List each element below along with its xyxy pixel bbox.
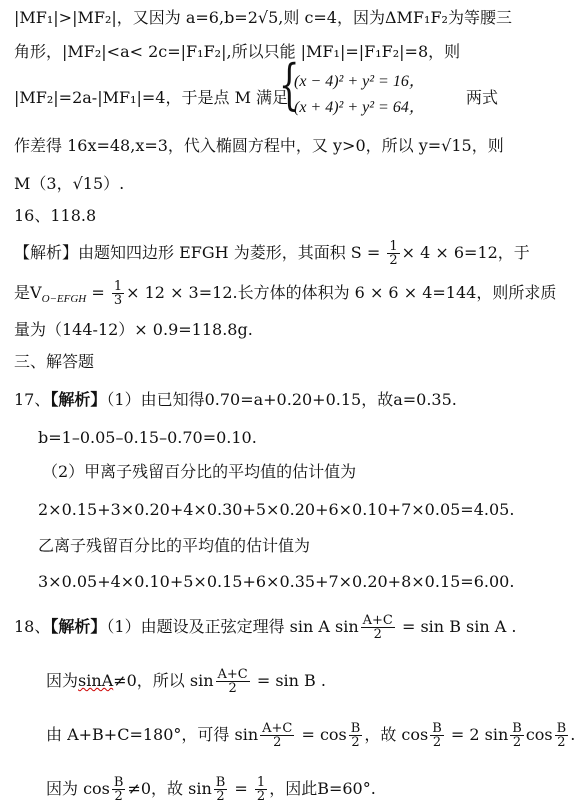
fraction-numerator: B bbox=[556, 721, 567, 736]
text-line-9: 量为（144-12）× 0.9=118.8g. bbox=[14, 320, 253, 339]
fraction-numerator: B bbox=[512, 721, 522, 736]
text-line-2: 角形，|MF₂|<a< 2c=|F₁F₂|,所以只能 |MF₁|=|F₁F₂|=8，则 bbox=[14, 42, 461, 61]
sin-a-underlined: sinA bbox=[78, 671, 114, 690]
fraction-denominator: 2 bbox=[557, 735, 566, 750]
fraction-numerator: B bbox=[113, 775, 124, 790]
text-line-7 bbox=[14, 240, 530, 267]
fraction-denominator: 2 bbox=[228, 681, 237, 696]
text-segment: = 2 sin bbox=[445, 725, 509, 744]
text-segment: . bbox=[570, 725, 575, 744]
fraction-denominator: 2 bbox=[273, 735, 282, 750]
fraction-denominator: 2 bbox=[114, 789, 123, 804]
fraction-denominator: 2 bbox=[432, 735, 442, 750]
text-line-8-start: 是V bbox=[14, 283, 42, 302]
text-line-11 bbox=[14, 388, 457, 412]
text-line-3-end: 两式 bbox=[466, 88, 499, 107]
text-segment: ，故 cos bbox=[364, 725, 429, 744]
text-line-3-start: |MF₂|=2a-|MF₁|=4，于是点 M 满足 bbox=[14, 88, 289, 107]
fraction-denominator: 2 bbox=[512, 735, 522, 750]
analysis-label-18: 【解析】 bbox=[50, 617, 107, 636]
text-line-13: （2）甲离子残留百分比的平均值的估计值为 bbox=[42, 462, 357, 481]
volume-subscript: O−EFGH bbox=[41, 293, 87, 306]
text-line-15: 乙离子残留百分比的平均值的估计值为 bbox=[38, 536, 311, 555]
equation-2: (x + 4)² + y² = 64， bbox=[294, 99, 425, 116]
text-line-18-start: 因为 bbox=[46, 671, 79, 690]
fraction-denominator: 3 bbox=[113, 293, 123, 308]
text-line-18-mid: ≠0，所以 sin bbox=[113, 671, 214, 690]
text-line-18 bbox=[46, 668, 326, 695]
text-segment: ，因此B=60°. bbox=[269, 779, 376, 798]
equals-sign: = bbox=[86, 283, 110, 302]
fraction-numerator: A+C bbox=[362, 613, 393, 628]
fraction-numerator: A+C bbox=[217, 667, 248, 682]
left-brace-icon: { bbox=[278, 53, 300, 116]
fraction-numerator: B bbox=[215, 775, 226, 790]
fraction-denominator: 2 bbox=[216, 789, 225, 804]
fraction-denominator: 2 bbox=[373, 627, 382, 642]
text-segment: ≠0，故 sin bbox=[127, 779, 212, 798]
equation-1: (x − 4)² + y² = 16， bbox=[294, 73, 425, 90]
text-line-8-end: × 12 × 3=12.长方体的体积为 6 × 6 × 4=144，则所求质 bbox=[126, 283, 557, 302]
fraction-numerator: B bbox=[350, 721, 361, 736]
fraction-half bbox=[387, 240, 399, 267]
fraction-denominator: 2 bbox=[256, 789, 266, 804]
question-number-18: 18、 bbox=[14, 617, 51, 636]
text-line-17 bbox=[14, 614, 516, 641]
text-line-1: |MF₁|>|MF₂|，又因为 a=6,b=2√5,则 c=4，因为ΔMF₁F₂为等腰三 bbox=[14, 8, 512, 27]
question-number-17: 17、 bbox=[14, 390, 51, 409]
fraction-1 bbox=[112, 776, 126, 803]
fraction-2 bbox=[349, 722, 363, 749]
text-line-17-mid: （1）由题设及正弦定理得 sin A sin bbox=[106, 617, 359, 636]
text-line-19-start: 由 A+B+C=180°，可得 sin bbox=[46, 725, 259, 744]
fraction-1 bbox=[260, 722, 294, 749]
fraction-numerator: 1 bbox=[256, 775, 266, 790]
text-line-20 bbox=[46, 776, 376, 803]
text-line-4: 作差得 16x=48,x=3，代入椭圆方程中，又 y>0，所以 y=√15，则 bbox=[14, 136, 504, 155]
text-line-8 bbox=[14, 280, 556, 311]
fraction-a-plus-c-half bbox=[216, 668, 250, 695]
fraction-a-plus-c-half bbox=[361, 614, 395, 641]
text-line-16: 3×0.05+4×0.10+5×0.15+6×0.35+7×0.20+8×0.15=6.00. bbox=[38, 572, 515, 591]
text-segment: = bbox=[229, 779, 253, 798]
fraction-third bbox=[112, 280, 124, 307]
text-segment: cos bbox=[525, 725, 553, 744]
fraction-numerator: B bbox=[432, 721, 442, 736]
text-segment: = cos bbox=[296, 725, 347, 744]
fraction-2 bbox=[214, 776, 228, 803]
text-line-5: M（3，√15）. bbox=[14, 174, 125, 193]
fraction-numerator: 1 bbox=[113, 279, 123, 294]
text-line-3 bbox=[14, 86, 288, 110]
text-line-17-end: = sin B sin A . bbox=[396, 617, 517, 636]
fraction-numerator: 1 bbox=[389, 239, 398, 254]
fraction-denominator: 2 bbox=[389, 253, 398, 268]
fraction-3 bbox=[255, 776, 267, 803]
analysis-label-1: 【解析】由题知四边形 EFGH 为菱形，其面积 S = bbox=[14, 243, 386, 262]
section-heading: 三、解答题 bbox=[14, 352, 95, 371]
fraction-denominator: 2 bbox=[351, 735, 360, 750]
fraction-3 bbox=[430, 722, 444, 749]
text-line-20-start: 因为 cos bbox=[46, 779, 110, 798]
text-line-19 bbox=[46, 722, 575, 749]
fraction-5 bbox=[555, 722, 569, 749]
analysis-label-17: 【解析】 bbox=[50, 390, 107, 409]
text-line-14: 2×0.15+3×0.20+4×0.30+5×0.20+6×0.10+7×0.05=4.05. bbox=[38, 500, 515, 519]
text-line-18-end: = sin B . bbox=[251, 671, 326, 690]
text-line-7-end: × 4 × 6=12，于 bbox=[401, 243, 530, 262]
fraction-numerator: A+C bbox=[262, 721, 293, 736]
fraction-4 bbox=[510, 722, 524, 749]
text-line-11-end: （1）由已知得0.70=a+0.20+0.15，故a=0.35. bbox=[106, 390, 457, 409]
text-line-12: b=1–0.05–0.15–0.70=0.10. bbox=[38, 428, 257, 447]
text-line-6: 16、118.8 bbox=[14, 206, 97, 225]
